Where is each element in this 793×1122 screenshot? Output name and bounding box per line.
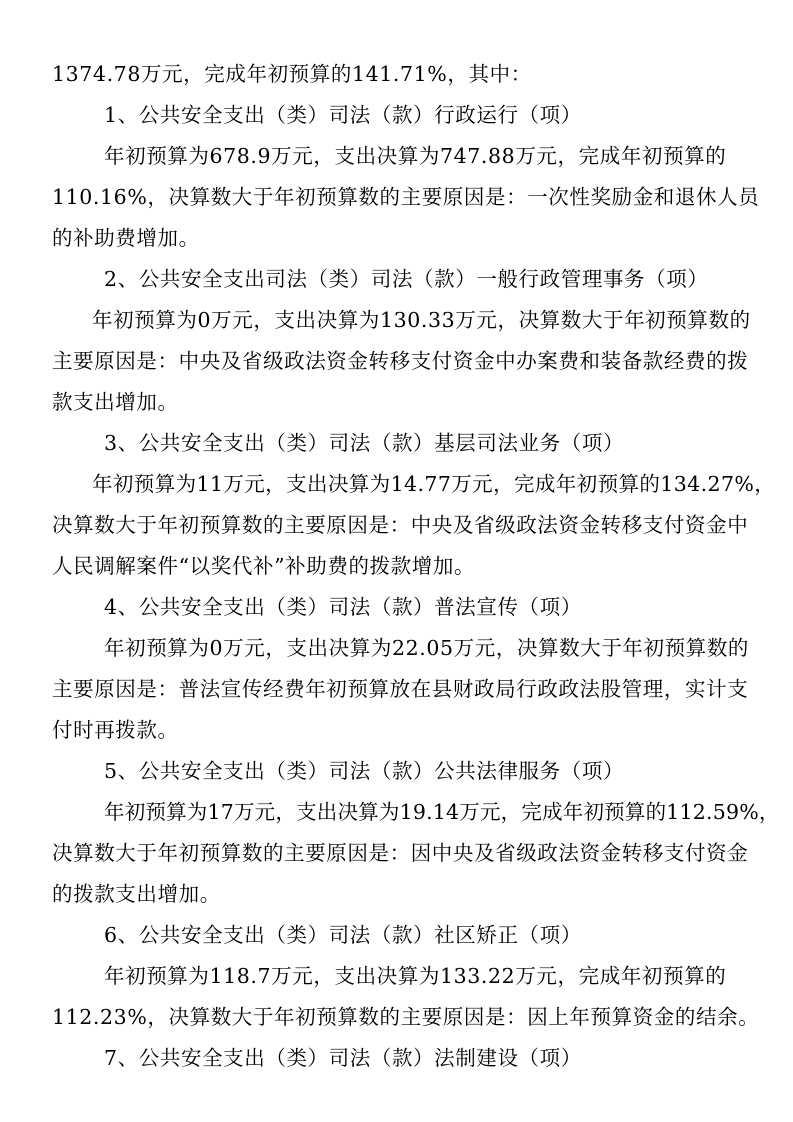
text-line: 的拨款支出增加。 <box>52 882 221 906</box>
section-heading: 6、公共安全支出（类）司法（款）社区矫正（项） <box>104 923 582 947</box>
text-line: 112.23%，决算数大于年初预算数的主要原因是：因上年预算资金的结余。 <box>52 1005 760 1029</box>
text-line: 年初预算为11万元，支出决算为14.77万元，完成年初预算的134.27%， <box>92 472 776 496</box>
text-line: 决算数大于年初预算数的主要原因是：因中央及省级政法资金转移支付资金 <box>52 841 749 865</box>
text-line: 主要原因是：普法宣传经费年初预算放在县财政局行政政法股管理，实计支 <box>52 677 749 701</box>
section-heading: 4、公共安全支出（类）司法（款）普法宣传（项） <box>104 595 582 619</box>
text-line: 年初预算为0万元，支出决算为130.33万元，决算数大于年初预算数的 <box>92 308 751 332</box>
section-heading: 2、公共安全支出司法（类）司法（款）一般行政管理事务（项） <box>104 267 709 291</box>
text-line: 决算数大于年初预算数的主要原因是：中央及省级政法资金转移支付资金中 <box>52 513 749 537</box>
section-heading: 5、公共安全支出（类）司法（款）公共法律服务（项） <box>104 759 625 783</box>
text-line: 主要原因是：中央及省级政法资金转移支付资金中办案费和装备款经费的拨 <box>52 349 749 373</box>
section-heading: 3、公共安全支出（类）司法（款）基层司法业务（项） <box>104 431 625 455</box>
text-line: 年初预算为678.9万元，支出决算为747.88万元，完成年初预算的 <box>104 144 727 168</box>
section-heading: 7、公共安全支出（类）司法（款）法制建设（项） <box>104 1046 582 1070</box>
text-line: 110.16%，决算数大于年初预算数的主要原因是：一次性奖励金和退休人员 <box>52 185 760 209</box>
text-line: 的补助费增加。 <box>52 226 200 250</box>
text-line: 年初预算为118.7万元，支出决算为133.22万元，完成年初预算的 <box>104 964 727 988</box>
text-line: 人民调解案件“以奖代补”补助费的拨款增加。 <box>52 554 476 578</box>
text-line: 年初预算为17万元，支出决算为19.14万元，完成年初预算的112.59%， <box>104 800 780 824</box>
text-line: 款支出增加。 <box>52 390 179 414</box>
text-line: 付时再拨款。 <box>52 718 179 742</box>
section-heading: 1、公共安全支出（类）司法（款）行政运行（项） <box>104 103 582 127</box>
text-line: 1374.78万元，完成年初预算的141.71%，其中： <box>52 62 532 86</box>
text-line: 年初预算为0万元，支出决算为22.05万元，决算数大于年初预算数的 <box>104 636 750 660</box>
